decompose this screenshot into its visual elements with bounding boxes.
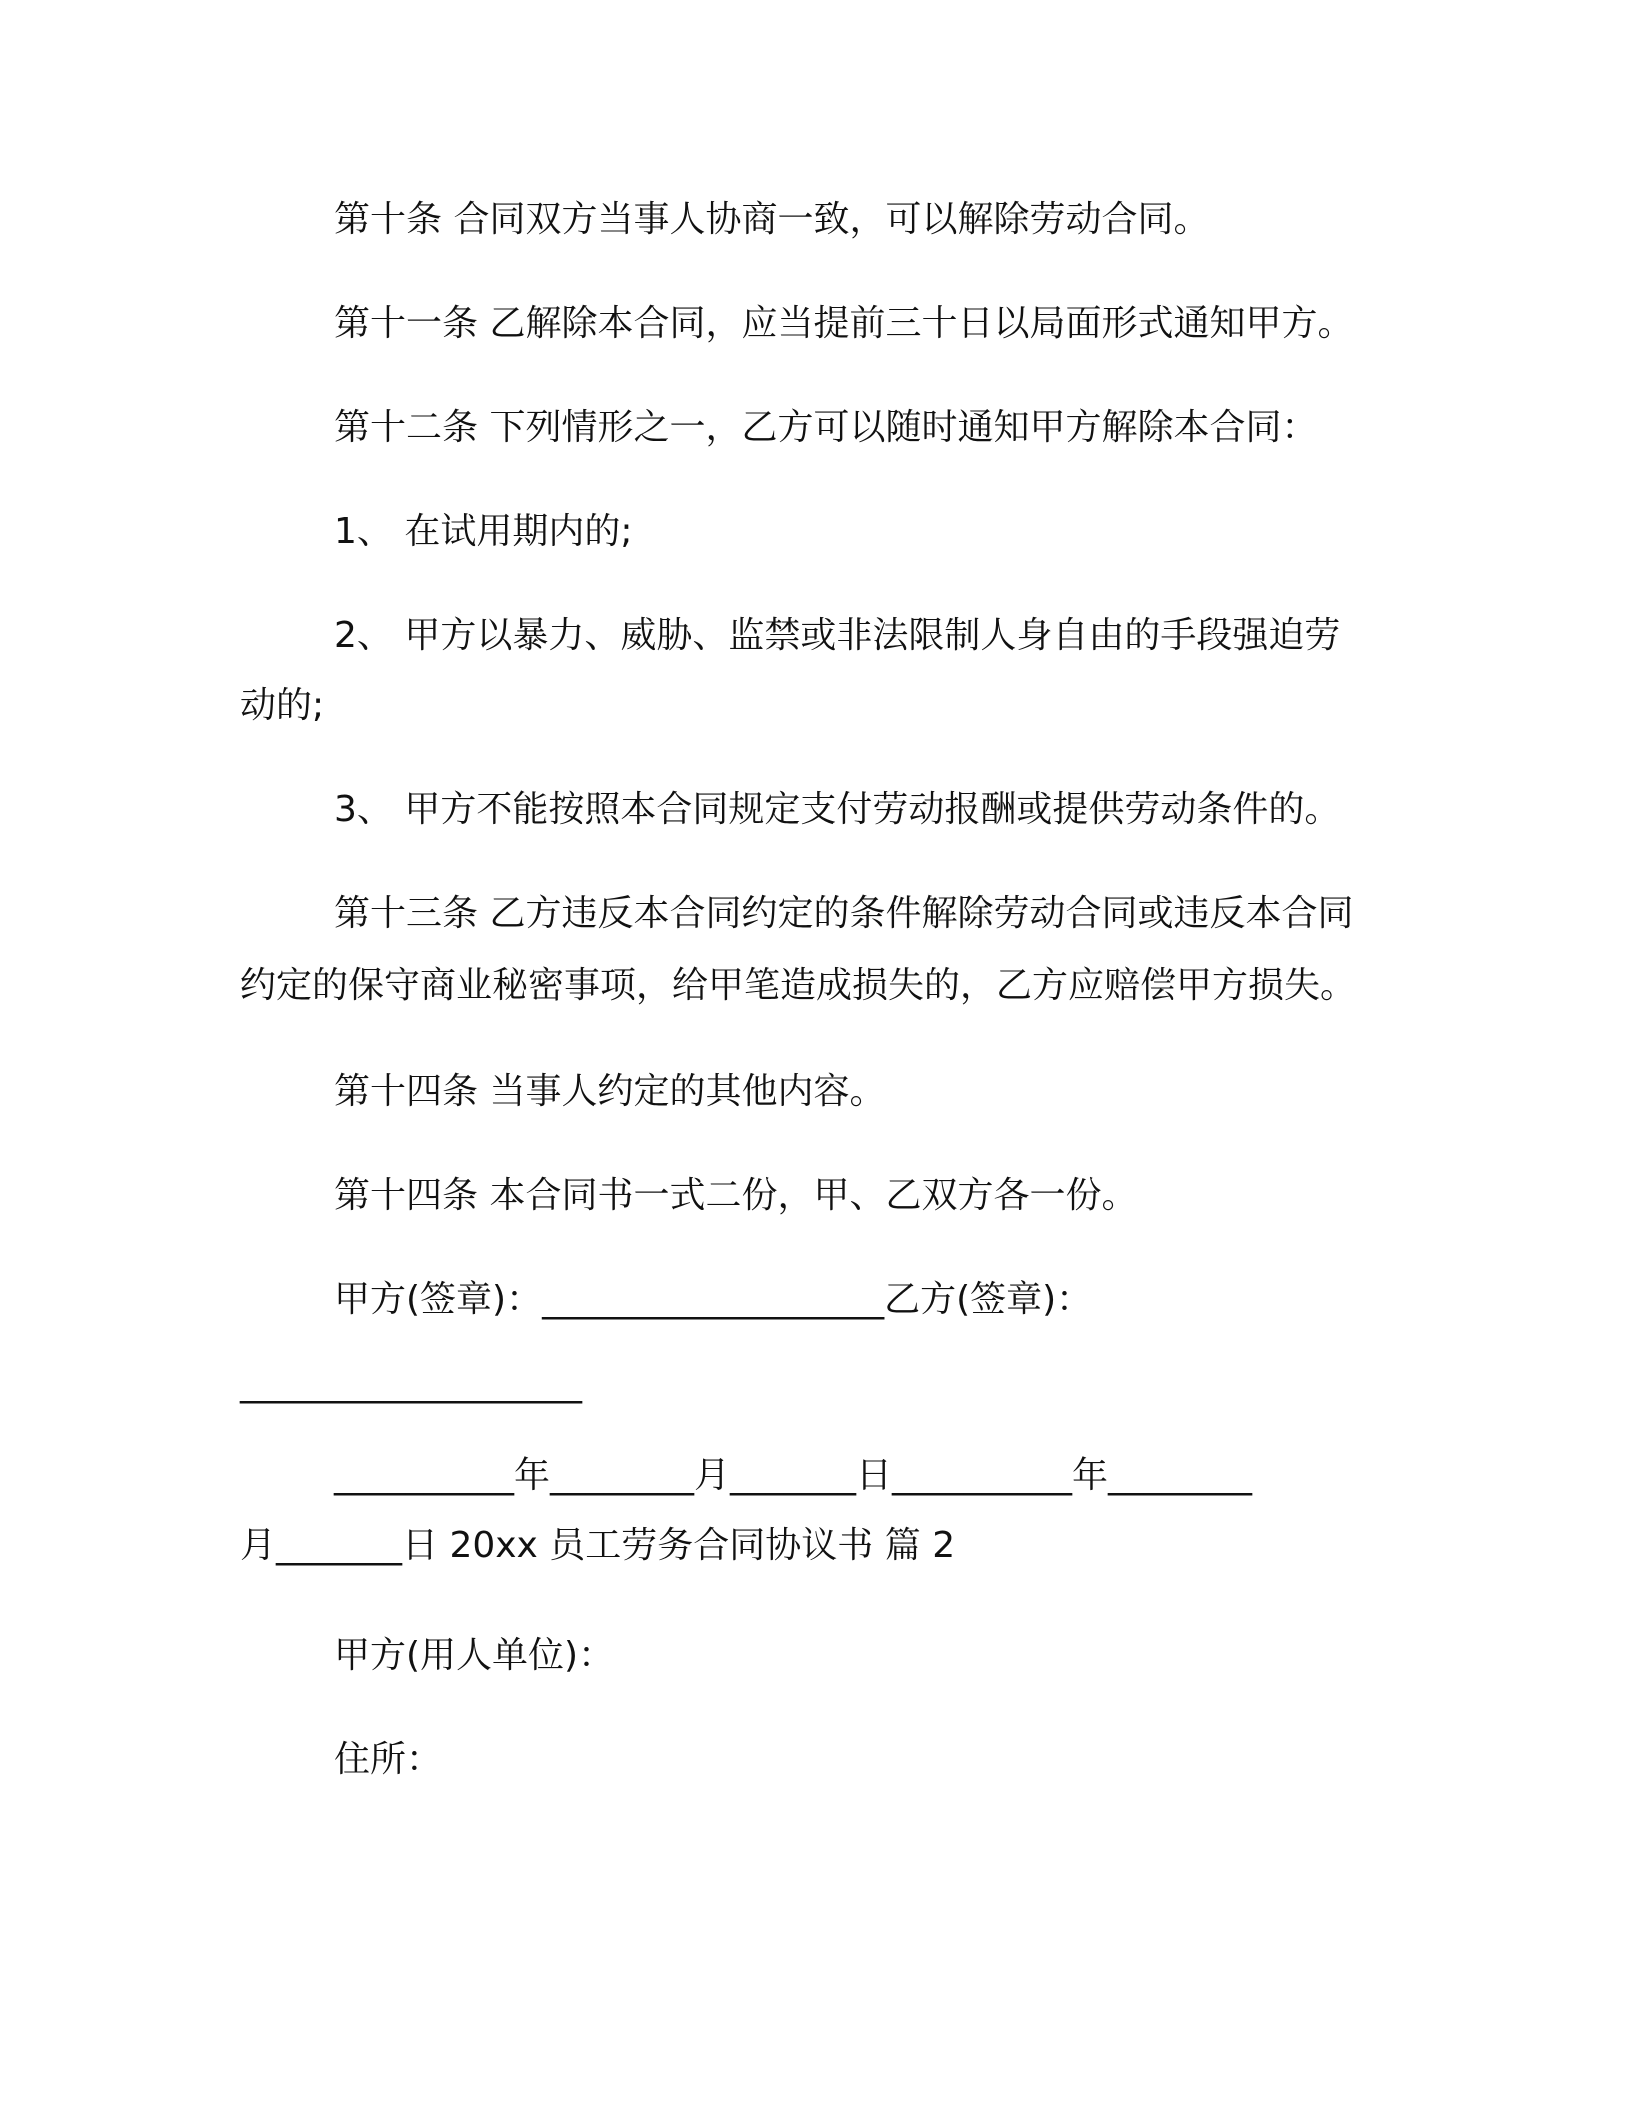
signature-line-1: 甲方(签章)：___________________乙方(签章)： bbox=[334, 1279, 1093, 1320]
article-14-copies: 第十四条 本合同书一式二份，甲、乙双方各一份。 bbox=[334, 1175, 1138, 1216]
list-item-2-line-1: 2、 甲方以暴力、威胁、监禁或非法限制人身自由的手段强迫劳 bbox=[334, 615, 1341, 656]
list-item-2-line-2: 动的; bbox=[240, 685, 325, 726]
date-line-2: 月_______日 20xx 员工劳务合同协议书 篇 2 bbox=[240, 1525, 956, 1566]
article-13-line-2: 约定的保守商业秘密事项，给甲笔造成损失的，乙方应赔偿甲方损失。 bbox=[240, 965, 1357, 1006]
date-line-1: __________年________月_______日__________年________ bbox=[334, 1455, 1252, 1496]
article-12: 第十二条 下列情形之一，乙方可以随时通知甲方解除本合同： bbox=[334, 407, 1318, 448]
signature-line-2: ___________________ bbox=[240, 1363, 582, 1404]
article-11: 第十一条 乙解除本合同，应当提前三十日以局面形式通知甲方。 bbox=[334, 303, 1354, 344]
list-item-3: 3、 甲方不能按照本合同规定支付劳动报酬或提供劳动条件的。 bbox=[334, 789, 1341, 830]
list-item-1: 1、 在试用期内的; bbox=[334, 511, 633, 552]
article-14-other: 第十四条 当事人约定的其他内容。 bbox=[334, 1071, 886, 1112]
article-13-line-1: 第十三条 乙方违反本合同约定的条件解除劳动合同或违反本合同 bbox=[334, 893, 1354, 934]
party-a-label: 甲方(用人单位)： bbox=[334, 1635, 615, 1676]
address-label: 住所： bbox=[334, 1739, 443, 1780]
article-10: 第十条 合同双方当事人协商一致，可以解除劳动合同。 bbox=[334, 199, 1210, 240]
